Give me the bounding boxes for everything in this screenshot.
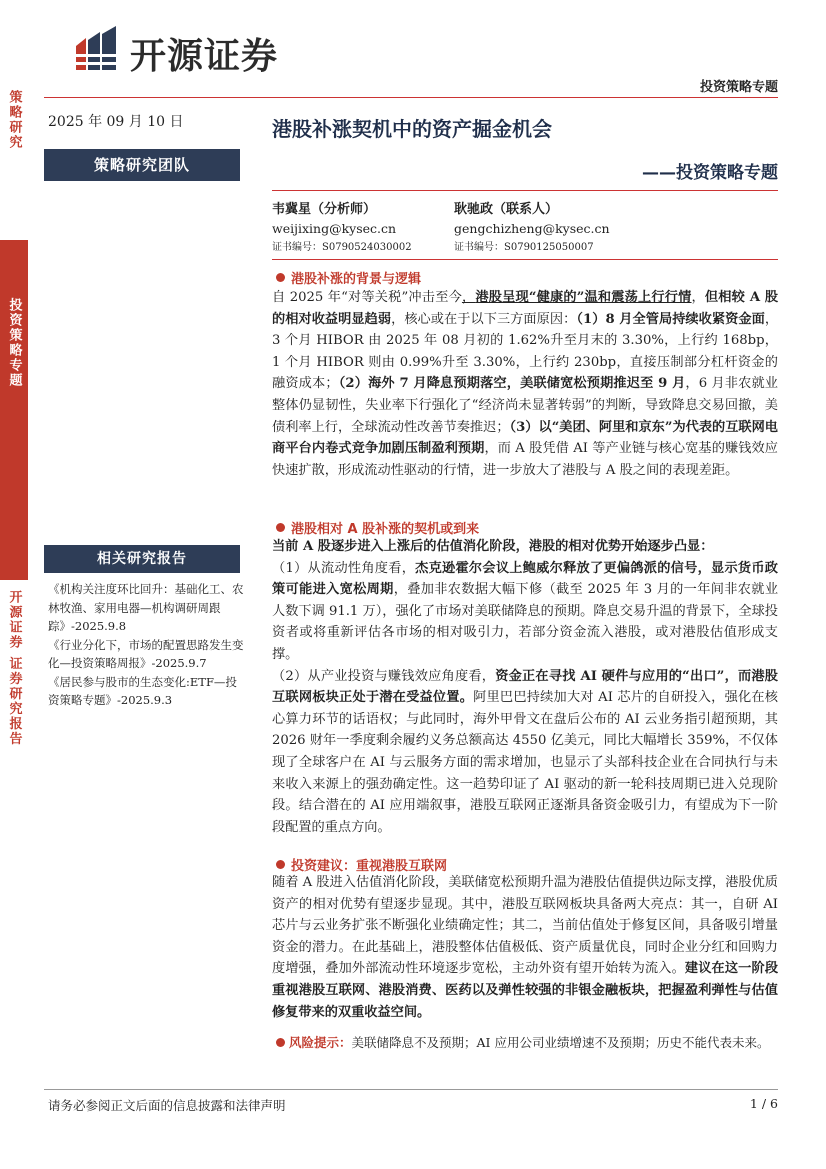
side-strip-mid bbox=[0, 240, 28, 580]
author-card bbox=[272, 200, 412, 257]
company-logo bbox=[72, 26, 322, 76]
bullet-icon bbox=[276, 523, 285, 532]
team-label: 策略研究团队 bbox=[44, 149, 240, 181]
bullet-icon bbox=[276, 860, 285, 869]
author-name: 韦冀星（分析师） bbox=[272, 202, 377, 217]
section-heading bbox=[276, 518, 479, 537]
author-email[interactable]: gengchizheng@kysec.cn bbox=[454, 221, 610, 236]
footer-note: 请务必参阅正文后面的信息披露和法律声明 bbox=[48, 1098, 286, 1113]
related-report-item[interactable]: 《行业分化下，市场的配置思路发生变化—投资策略周报》-2025.9.7 bbox=[48, 637, 244, 670]
section-3-body: 随着 A 股进入估值消化阶段，美联储宽松预期升温为港股估值提供边际支撑，港股优质资产的相对优势有望逐步显现。其中，港股互联网板块具备两大亮点：其一，自研 AI 芯片与云业务扩张不断强化业绩确定性；其二，当前估值处于修复区间，具备吸引增量资金的潜力。在此基础上，港股整体估值极低、资产质量优良，同时企业分红和回购力度增强，叠加外部流动性环境逐步宽松，主动外资有望开始转为流入。建议在这一阶段重视港股互联网、港股消费、医药以及弹性较强的非银金融板块，把握盈利弹性与估值修复带来的双重收益空间。 bbox=[272, 875, 779, 1020]
title-divider bbox=[272, 190, 778, 191]
risk-note bbox=[276, 1034, 778, 1052]
logo-mark-icon bbox=[72, 26, 128, 74]
report-date: 2025 年 09 月 10 日 bbox=[48, 114, 184, 130]
side-strip-bottom bbox=[0, 580, 28, 1169]
bullet-icon bbox=[276, 1038, 285, 1047]
bullet-icon bbox=[276, 273, 285, 282]
footer-divider bbox=[44, 1089, 778, 1090]
author-divider bbox=[272, 259, 778, 260]
report-subtitle: ——投资策略专题 bbox=[642, 163, 778, 183]
related-reports-list bbox=[48, 580, 244, 710]
company-name: 开源证券 bbox=[130, 36, 279, 77]
section-2-title: 港股相对 A 股补涨的契机或到来 bbox=[291, 522, 480, 537]
report-title: 港股补涨契机中的资产掘金机会 bbox=[272, 117, 552, 141]
related-report-item[interactable]: 《居民参与股市的生态变化:ETF—投资策略专题》-2025.9.3 bbox=[48, 674, 237, 707]
section-heading bbox=[276, 268, 421, 287]
side-label-bottom: 开源证券 证券研究报告 bbox=[6, 590, 22, 747]
page-number: 1 / 6 bbox=[749, 1096, 778, 1111]
risk-label: 风险提示： bbox=[289, 1035, 352, 1050]
author-cert: 证书编号：S0790125050007 bbox=[454, 242, 594, 253]
author-name: 耿驰政（联系人） bbox=[454, 202, 559, 217]
author-card bbox=[454, 200, 610, 257]
side-strip-top bbox=[0, 76, 28, 226]
related-reports-label: 相关研究报告 bbox=[44, 545, 240, 573]
header-tag: 投资策略专题 bbox=[699, 80, 778, 95]
section-1-body: 自 2025 年“对等关税”冲击至今，港股呈现“健康的”温和震荡上行行情，但相较 A 股的相对收益明显趋弱，核心或在于以下三方面原因：（1）8 月全管局持续收紧资金面，3 个月 HIBOR 由 2025 年 08 月初的 1.62%升至月末的 3.30%，上行约 168bp，1 个月 HIBOR 则由 0.99%升至 3.30%，上行约 230bp，直接压制部分杠杆资金的融资成本；（2）海外 7 月降息预期落空，美联储宽松预期推迟至 9 月，6 月非农就业整体仍显韧性，失业率下行强化了“经济尚未显著转弱”的判断，导致降息交易回撤，美债利率上行，全球流动性改善节奏推迟；（3）以“美团、阿里和京东”为代表的互联网电商平台内卷式竞争加剧压制盈利预期，而 A 股凭借 AI 等产业链与核心宽基的赚钱效应快速扩散，形成流动性驱动的行情，进一步放大了港股与 A 股之间的表现差距。 bbox=[272, 290, 779, 478]
section-1-title: 港股补涨的背景与逻辑 bbox=[291, 272, 422, 287]
side-label-top: 策略研究 bbox=[6, 90, 22, 150]
author-cert: 证书编号：S0790524030002 bbox=[272, 242, 412, 253]
section-3-title: 投资建议：重视港股互联网 bbox=[291, 859, 448, 874]
section-2-body: 当前 A 股逐步进入上涨后的估值消化阶段，港股的相对优势开始逐步凸显： （1）从流动性角度看，杰克逊霍尔会议上鲍威尔释放了更偏鸽派的信号，显示货币政策可能进入宽松周期，叠加非农数据大幅下修（截至 2025 年 3 月的一年间非农就业人数下调 91.1 万），强化了市场对美联储降息的预期。降息交易升温的背景下，全球投资者或将重新评估各市场的相对吸引力，若部分资金流入港股，或对港股估值形成支撑。 （2）从产业投资与赚钱效应角度看，资金正在寻找 AI 硬件与应用的“出口”，而港股互联网板块正处于潜在受益位置。阿里巴巴持续加大对 AI 芯片的自研投入，强化在核心算力环节的话语权；与此同时，海外甲骨文在盘后公布的 AI 云业务指引超预期，其 2026 财年一季度剩余履约义务总额高达 4550 亿美元，同比大幅增长 359%，不仅体现了全球客户在 AI 与云服务方面的需求增加，也显示了头部科技企业在合同执行与未来收入来源上的强劲确定性。这一趋势印证了 AI 驱动的新一轮科技周期已进入兑现阶段。结合潜在的 AI 应用端叙事，港股互联网正逐渐具备资金吸引力，有望成为下一阶段配置的重点方向。 bbox=[272, 539, 779, 835]
author-email[interactable]: weijixing@kysec.cn bbox=[272, 221, 397, 236]
related-report-item[interactable]: 《机构关注度环比回升：基础化工、农林牧渔、家用电器—机构调研周跟踪》-2025.9.8 bbox=[48, 582, 244, 633]
header-divider bbox=[44, 97, 778, 98]
risk-text: 美联储降息不及预期；AI 应用公司业绩增速不及预期；历史不能代表未来。 bbox=[351, 1035, 770, 1050]
side-label-mid: 投资策略专题 bbox=[6, 298, 22, 388]
